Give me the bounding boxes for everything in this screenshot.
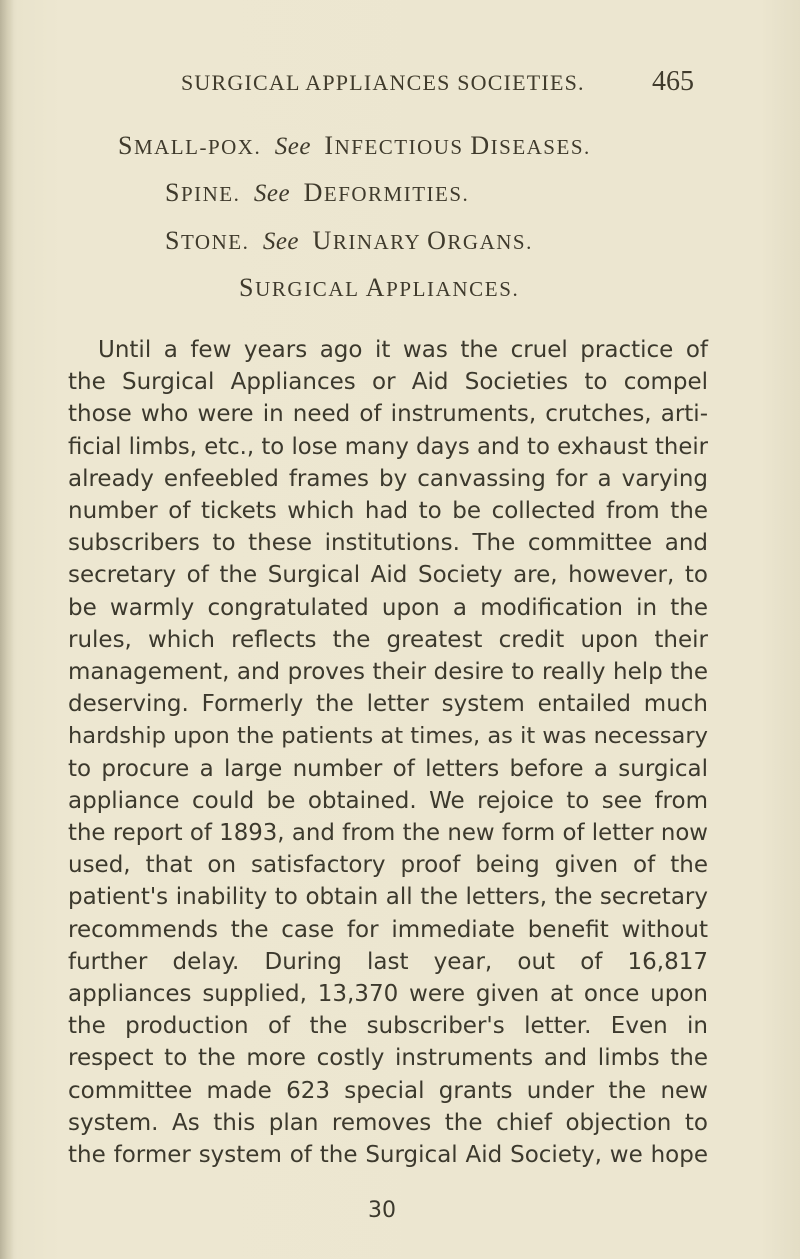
body-line: rules, which reflects the greatest credit upon their [68,626,708,653]
body-line: the Surgical Appliances or Aid Societies to compel [68,369,708,396]
xref-see: See [253,180,291,207]
body-line: secretary of the Surgical Aid Society are, however, to [68,562,708,589]
xref-target-rest: EFORMITIES. [323,182,470,206]
body-line: recommends the case for immediate benefit without [68,916,708,943]
xref-target-rest-2: RGANS. [447,230,533,254]
xref-see: See [262,228,300,255]
section-initial-2: A [365,273,387,302]
body-line: patient's inability to obtain all the letters, the secretary [68,884,708,911]
body-line: committee made 623 special grants under the new [68,1077,708,1104]
body-line: the production of the subscriber's letter. Even in [68,1013,708,1040]
section-initial: S [239,273,256,302]
body-line: already enfeebled frames by canvassing for a varying [68,465,708,492]
xref-target-rest: NFECTIOUS [334,135,471,159]
xref-head-initial: S [165,178,181,207]
xref-head-rest: PINE. [180,182,241,206]
body-line: those who were in need of instruments, crutches, arti- [68,401,708,428]
body-line: further delay. During last year, out of 16,817 [68,948,708,975]
xref-target-initial: U [312,226,333,255]
body-line: Until a few years ago it was the cruel practice of [98,337,708,363]
page-number: 465 [652,66,694,97]
xref-target-rest-2: ISEASES. [490,135,591,159]
body-line: appliance could be obtained. We rejoice to see from [68,787,708,814]
xref-target-initial-2: D [470,131,491,160]
running-head: SURGICAL APPLIANCES SOCIETIES. [181,70,585,95]
cross-reference-stone [165,226,533,256]
body-line: respect to the more costly instruments and limbs the [68,1045,708,1072]
xref-target-initial: D [303,178,324,207]
page-gutter-shadow [0,0,14,1259]
xref-target-initial-2: O [427,226,448,255]
body-line: used, that on satisfactory proof being given of the [68,852,708,879]
body-line: hardship upon the patients at times, as it was necessary [68,723,708,750]
xref-see: See [274,133,311,160]
section-rest-2: PPLIANCES. [386,277,520,301]
xref-target-rest: RINARY [332,230,428,254]
section-rest: URGICAL [255,277,366,301]
section-heading [239,273,519,303]
body-line: deserving. Formerly the letter system entailed much [68,691,708,718]
xref-target-initial: I [324,131,335,160]
signature-mark: 30 [368,1198,396,1223]
body-line: the former system of the Surgical Aid Society, we hope [68,1142,708,1169]
body-line: management, and proves their desire to really help the [68,659,708,686]
xref-head-rest: MALL-POX. [133,135,262,159]
body-line: the report of 1893, and from the new form of letter now [68,820,708,847]
body-line: appliances supplied, 13,370 were given at once upon [68,981,708,1008]
body-line: ficial limbs, etc., to lose many days and to exhaust their [68,433,708,460]
body-line: be warmly congratulated upon a modification in the [68,594,708,621]
xref-head-initial: S [118,131,134,160]
body-line: system. As this plan removes the chief objection to [68,1109,708,1136]
cross-reference-small-pox [118,131,591,161]
cross-reference-spine [165,178,469,208]
body-line: to procure a large number of letters before a surgical [68,755,708,782]
body-line: number of tickets which had to be collected from the [68,498,708,525]
xref-head-rest: TONE. [180,230,250,254]
body-paragraph [68,334,708,1171]
xref-head-initial: S [165,226,181,255]
body-line: subscribers to these institutions. The committee and [68,530,708,557]
